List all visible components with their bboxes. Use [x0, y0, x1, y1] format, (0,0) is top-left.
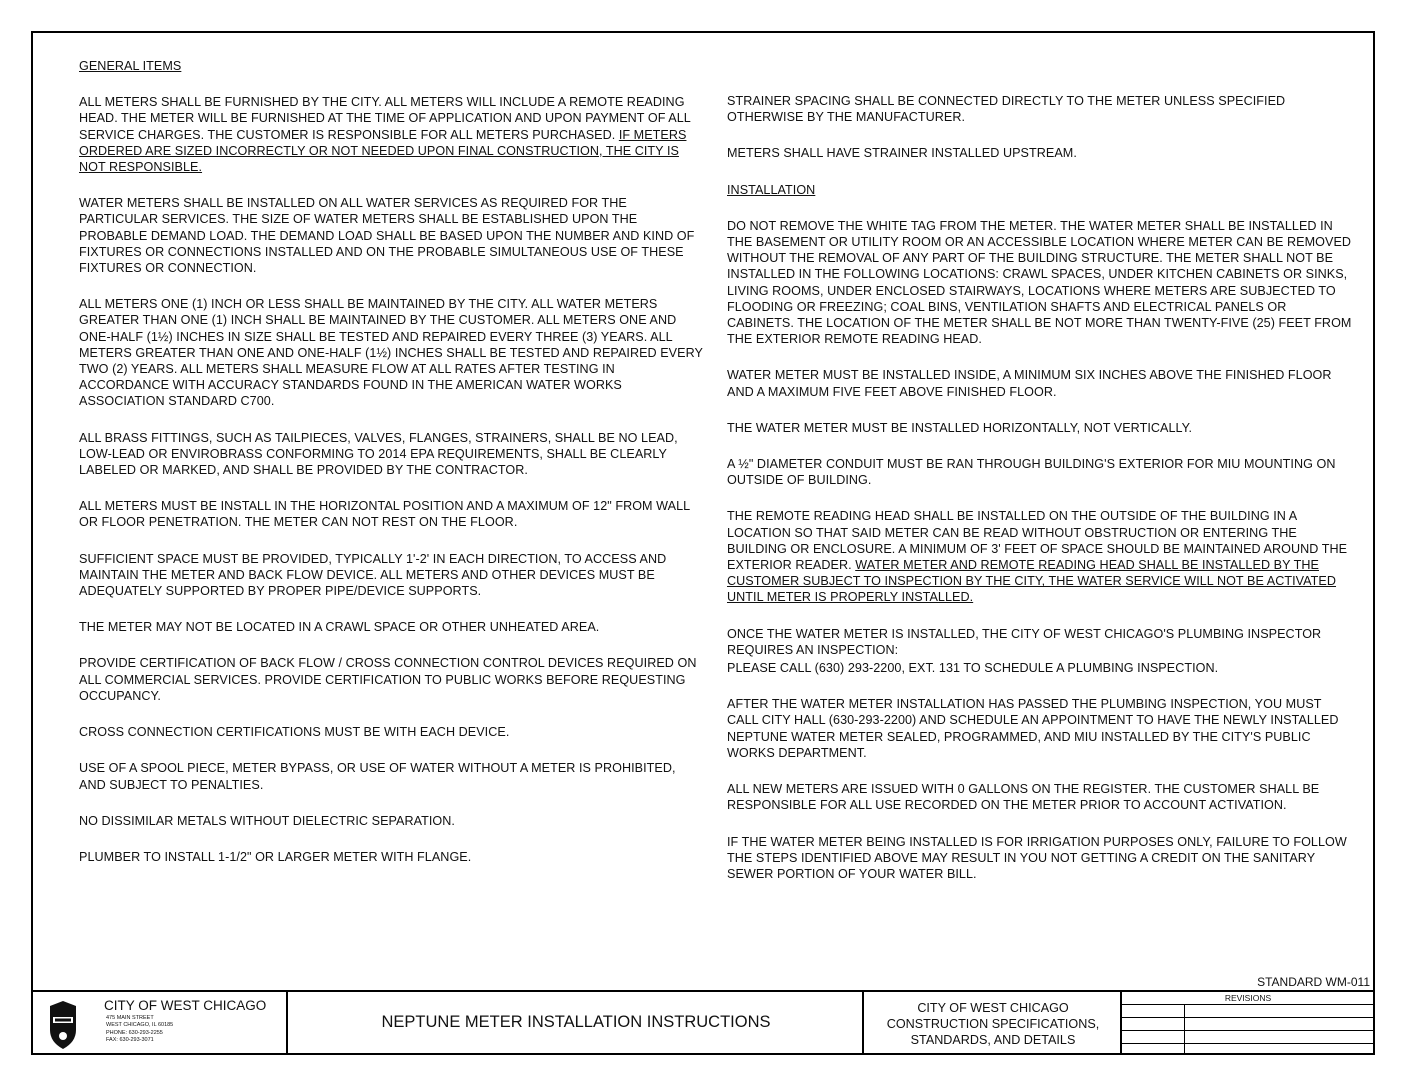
after-inspection-note: AFTER THE WATER METER INSTALLATION HAS PASSED THE PLUMBING INSPECTION, YOU MUST CALL CITY HALL (630-293-2200) AND SCHEDULE AN APPOINTMENT TO HAVE THE NEWLY INSTALLED NEPTUNE WATER METER SEALED, PROGRAMMED, AND MIU INSTALLED BY THE CITY'S PUBLIC WORKS DEPARTMENT.: [727, 697, 1339, 760]
general-note: CROSS CONNECTION CERTIFICATIONS MUST BE WITH EACH DEVICE.: [79, 725, 510, 740]
revision-row: [1122, 1004, 1374, 1005]
horizontal-note: THE WATER METER MUST BE INSTALLED HORIZONTALLY, NOT VERTICALLY.: [727, 420, 1193, 435]
city-address: 475 MAIN STREET WEST CHICAGO, IL 60185 PHONE: 630-293-2255 FAX: 630-293-3071: [106, 1015, 174, 1044]
zero-gallons-note: ALL NEW METERS ARE ISSUED WITH 0 GALLONS ON THE REGISTER. THE CUSTOMER SHALL BE RESPONSIBLE FOR ALL USE RECORDED ON THE METER PRIOR TO ACCOUNT ACTIVATION.: [727, 782, 1320, 813]
left-column: [79, 58, 704, 885]
conduit-note: A ½" DIAMETER CONDUIT MUST BE RAN THROUGH BUILDING'S EXTERIOR FOR MIU MOUNTING ON OUTSIDE OF BUILDING.: [727, 457, 1336, 488]
inside-note: WATER METER MUST BE INSTALLED INSIDE, A MINIMUM SIX INCHES ABOVE THE FINISHED FLOOR AND A MAXIMUM FIVE FEET ABOVE FINISHED FLOOR.: [727, 368, 1332, 399]
city-seal-icon: [48, 1000, 78, 1050]
inspection-phone: PLEASE CALL (630) 293-2200, EXT. 131 TO SCHEDULE A PLUMBING INSPECTION.: [727, 661, 1219, 676]
sizing-disclaimer: IF METERS ORDERED ARE SIZED INCORRECTLY OR NOT NEEDED UPON FINAL CONSTRUCTION, THE CITY IS NOT RESPONSIBLE.: [79, 127, 687, 175]
remote-reading-head-note: THE REMOTE READING HEAD SHALL BE INSTALLED ON THE OUTSIDE OF THE BUILDING IN A LOCATION SO THAT SAID METER CAN BE READ WITHOUT OBSTRUCTION OR ENTERING THE BUILDING OR ENCLOSURE. A MINIMUM OF 3' FEET OF SPACE SHOULD BE MAINTAINED AROUND THE EXTERIOR READER. WATER METER AND REMOTE READING HEAD SHALL BE INSTALLED BY THE CUSTOMER SUBJECT TO INSPECTION BY THE CITY, THE WATER SERVICE WILL NOT BE ACTIVATED UNTIL METER IS PROPERLY INSTALLED.: [727, 509, 1348, 605]
title-block-divider: [862, 992, 864, 1055]
general-note: PLUMBER TO INSTALL 1-1/2" OR LARGER METER WITH FLANGE.: [79, 849, 472, 864]
spec-block: CITY OF WEST CHICAGO CONSTRUCTION SPECIFICATIONS, STANDARDS, AND DETAILS: [886, 1001, 1100, 1047]
revision-row: [1122, 1017, 1374, 1018]
general-note: ALL BRASS FITTINGS, SUCH AS TAILPIECES, VALVES, FLANGES, STRAINERS, SHALL BE NO LEAD, LOW-LEAD OR ENVIROBRASS CONFORMING TO 2014 EPA REQUIREMENTS, SHALL BE CLEARLY LABELED OR MARKED, AND SHALL BE PROVIDED BY THE CONTRACTOR.: [79, 430, 678, 478]
title-block-top-line: [31, 990, 1375, 992]
general-note: WATER METERS SHALL BE INSTALLED ON ALL WATER SERVICES AS REQUIRED FOR THE PARTICULAR SERVICES. THE SIZE OF WATER METERS SHALL BE ESTABLISHED UPON THE PROBABLE DEMAND LOAD. THE DEMAND LOAD SHALL BE BASED UPON THE NUMBER AND KIND OF FIXTURES OR CONNECTIONS INSTALLED AND ON THE PROBABLE SIMULTANEOUS USE OF THESE FIXTURES OR CONNECTION.: [79, 196, 695, 276]
irrigation-note: IF THE WATER METER BEING INSTALLED IS FOR IRRIGATION PURPOSES ONLY, FAILURE TO FOLLOW THE STEPS IDENTIFIED ABOVE MAY RESULT IN YOU NOT GETTING A CREDIT ON THE SANITARY SEWER PORTION OF YOUR WATER BILL.: [727, 834, 1347, 881]
title-block-divider: [286, 992, 288, 1055]
drawing-title: NEPTUNE METER INSTALLATION INSTRUCTIONS: [381, 1013, 771, 1031]
remote-activation-warning: WATER METER AND REMOTE READING HEAD SHALL BE INSTALLED BY THE CUSTOMER SUBJECT TO INSPECTION BY THE CITY, THE WATER SERVICE WILL NOT BE ACTIVATED UNTIL METER IS PROPERLY INSTALLED.: [727, 558, 1337, 605]
revisions-label: REVISIONS: [1224, 993, 1272, 1003]
white-tag-note: DO NOT REMOVE THE WHITE TAG FROM THE METER. THE WATER METER SHALL BE INSTALLED IN THE BASEMENT OR UTILITY ROOM OR AN ACCESSIBLE LOCATION WHERE METER CAN BE REMOVED WITHOUT THE REMOVAL OF ANY PART OF THE BUILDING STRUCTURE. THE METER SHALL NOT BE INSTALLED IN THE FOLLOWING LOCATIONS: CRAWL SPACES, UNDER KITCHEN CABINETS OR SINKS, LIVING ROOMS, UNDER ENCLOSED STAIRWAYS, LOCATIONS WHERE METERS ARE SUBJECTED TO FLOODING OR FREEZING; COAL BINS, VENTILATION SHAFTS AND ELECTRICAL PANELS OR CABINETS. THE LOCATION OF THE METER SHALL BE NOT MORE THAN TWENTY-FIVE (25) FEET FROM THE EXTERIOR REMOTE READING HEAD.: [727, 218, 1352, 347]
general-items-heading: GENERAL ITEMS: [79, 59, 182, 73]
general-note: PROVIDE CERTIFICATION OF BACK FLOW / CROSS CONNECTION CONTROL DEVICES REQUIRED ON ALL COMMERCIAL SERVICES. PROVIDE CERTIFICATION TO PUBLIC WORKS BEFORE REQUESTING OCCUPANCY.: [79, 656, 697, 703]
general-note: SUFFICIENT SPACE MUST BE PROVIDED, TYPICALLY 1'-2' IN EACH DIRECTION, TO ACCESS AND MAINTAIN THE METER AND BACK FLOW DEVICE. ALL METERS AND OTHER DEVICES MUST BE ADEQUATELY SUPPORTED BY PROPER PIPE/DEVICE SUPPORTS.: [79, 551, 667, 599]
revision-column-divider: [1184, 1004, 1185, 1054]
revisions-table: [1122, 993, 1374, 1055]
inspection-note: ONCE THE WATER METER IS INSTALLED, THE CITY OF WEST CHICAGO'S PLUMBING INSPECTOR REQUIRES AN INSPECTION:: [727, 626, 1322, 657]
strainer-spacing-note: STRAINER SPACING SHALL BE CONNECTED DIRECTLY TO THE METER UNLESS SPECIFIED OTHERWISE BY THE MANUFACTURER.: [727, 94, 1286, 125]
general-note: NO DISSIMILAR METALS WITHOUT DIELECTRIC SEPARATION.: [79, 813, 455, 828]
standard-number: STANDARD WM-011: [1257, 975, 1370, 989]
strainer-note: METERS SHALL HAVE STRAINER INSTALLED UPSTREAM.: [727, 146, 1077, 161]
city-name: CITY OF WEST CHICAGO: [104, 998, 267, 1013]
revision-row: [1122, 1043, 1374, 1044]
revision-row: [1122, 1030, 1374, 1031]
general-note: ALL METERS ONE (1) INCH OR LESS SHALL BE MAINTAINED BY THE CITY. ALL WATER METERS GREATER THAN ONE (1) INCH SHALL BE MAINTAINED BY THE CUSTOMER. ALL METERS ONE AND ONE-HALF (1½) INCHES IN SIZE SHALL BE TESTED AND REPAIRED EVERY THREE (3) YEARS. ALL METERS GREATER THAN ONE AND ONE-HALF (1½) INCHES SHALL BE TESTED AND REPAIRED EVERY TWO (2) YEARS. ALL METERS SHALL MEASURE FLOW AT ALL RATES AFTER TESTING IN ACCORDANCE WITH ACCURACY STANDARDS FOUND IN THE AMERICAN WATER WORKS ASSOCIATION STANDARD C700.: [79, 297, 703, 409]
right-column: [727, 93, 1352, 902]
general-note: USE OF A SPOOL PIECE, METER BYPASS, OR USE OF WATER WITHOUT A METER IS PROHIBITED, AND SUBJECT TO PENALTIES.: [79, 761, 676, 792]
meters-furnished-note: ALL METERS SHALL BE FURNISHED BY THE CITY. ALL METERS WILL INCLUDE A REMOTE READING HEAD. THE METER WILL BE FURNISHED AT THE TIME OF APPLICATION AND UPON PAYMENT OF ALL SERVICE CHARGES. THE CUSTOMER IS RESPONSIBLE FOR ALL METERS PURCHASED. IF METERS ORDERED ARE SIZED INCORRECTLY OR NOT NEEDED UPON FINAL CONSTRUCTION, THE CITY IS NOT RESPONSIBLE.: [79, 95, 691, 175]
general-note: THE METER MAY NOT BE LOCATED IN A CRAWL SPACE OR OTHER UNHEATED AREA.: [79, 620, 600, 635]
general-note: ALL METERS MUST BE INSTALL IN THE HORIZONTAL POSITION AND A MAXIMUM OF 12" FROM WALL OR FLOOR PENETRATION. THE METER CAN NOT REST ON THE FLOOR.: [79, 499, 690, 530]
installation-heading: INSTALLATION: [727, 182, 816, 197]
